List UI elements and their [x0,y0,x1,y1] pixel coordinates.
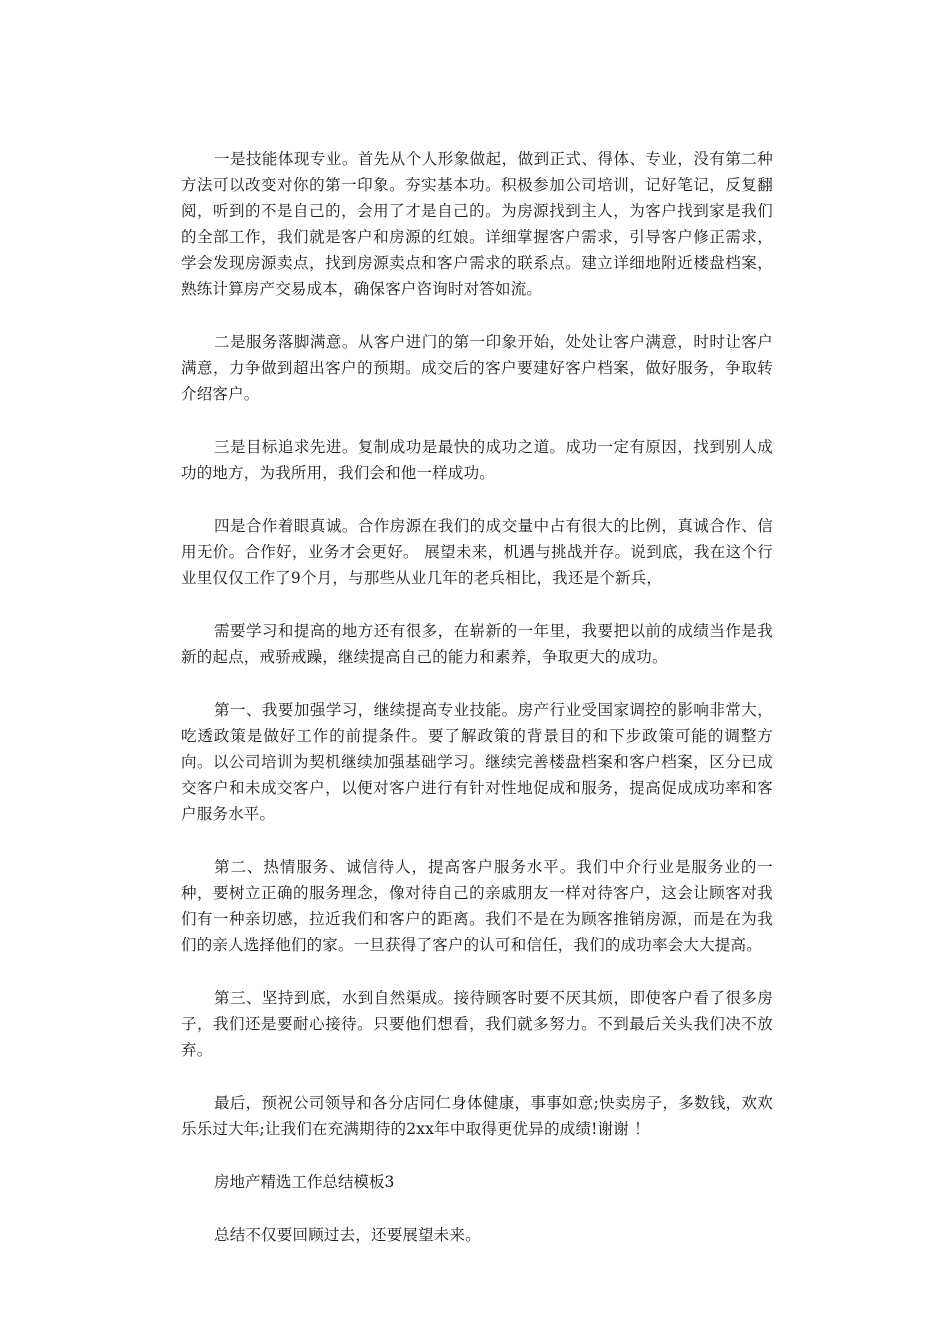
section-title: 房地产精选工作总结模板3 [214,1173,395,1191]
paragraph-second-plan: 第二、热情服务、诚信待人，提高客户服务水平。我们中介行业是服务业的一种，要树立正确的服务理念，像对待自己的亲戚朋友一样对待客户，这会让顾客对我们有一种亲切感，拉近我们和客户的距离。我们不是在为顾客推销房源，而是在为我们的亲人选择他们的家。一旦获得了客户的认可和信任，我们的成功率会大大提高。 [181,858,773,954]
paragraph-goals: 三是目标追求先进。复制成功是最快的成功之道。成功一定有原因，找到别人成功的地方，为我所用，我们会和他一样成功。 [181,438,773,482]
paragraph-closing-wishes: 最后，预祝公司领导和各分店同仁身体健康，事事如意;快卖房子，多数钱，欢欢乐乐过大年;让我们在充满期待的2xx年中取得更优异的成绩!谢谢 ！ [181,1094,773,1138]
paragraph-improvement: 需要学习和提高的地方还有很多，在崭新的一年里，我要把以前的成绩当作是我新的起点，戒骄戒躁，继续提高自己的能力和素养，争取更大的成功。 [181,622,773,666]
paragraph-skills: 一是技能体现专业。首先从个人形象做起，做到正式、得体、专业，没有第二种方法可以改变对你的第一印象。夯实基本功。积极参加公司培训，记好笔记，反复翻阅，听到的不是自己的，会用了才是自己的。为房源找到主人，为客户找到家是我们的全部工作，我们就是客户和房源的红娘。详细掌握客户需求，引导客户修正需求，学会发现房源卖点，找到房源卖点和客户需求的联系点。建立详细地附近楼盘档案，熟练计算房产交易成本，确保客户咨询时对答如流。 [181,150,773,298]
paragraph-first-plan: 第一、我要加强学习，继续提高专业技能。房产行业受国家调控的影响非常大，吃透政策是做好工作的前提条件。要了解政策的背景目的和下步政策可能的调整方向。以公司培训为契机继续加强基础学习。继续完善楼盘档案和客户档案，区分已成交客户和未成交客户，以便对客户进行有针对性地促成和服务，提高促成成功率和客户服务水平。 [181,701,773,823]
paragraph-third-plan: 第三、坚持到底，水到自然渠成。接待顾客时要不厌其烦，即使客户看了很多房子，我们还是要耐心接待。只要他们想看，我们就多努力。不到最后关头我们决不放弃。 [181,989,773,1059]
document-page [181,146,773,1275]
paragraph-service: 二是服务落脚满意。从客户进门的第一印象开始，处处让客户满意，时时让客户满意，力争做到超出客户的预期。成交后的客户要建好客户档案，做好服务，争取转介绍客户。 [181,333,773,403]
paragraph-cooperation: 四是合作着眼真诚。合作房源在我们的成交量中占有很大的比例，真诚合作、信用无价。合作好，业务才会更好。 展望未来，机遇与挑战并存。说到底，我在这个行业里仅仅工作了9个月，与那些从业几年的老兵相比，我还是个新兵， [181,517,773,587]
paragraph-summary: 总结不仅要回顾过去，还要展望未来。 [214,1226,481,1244]
